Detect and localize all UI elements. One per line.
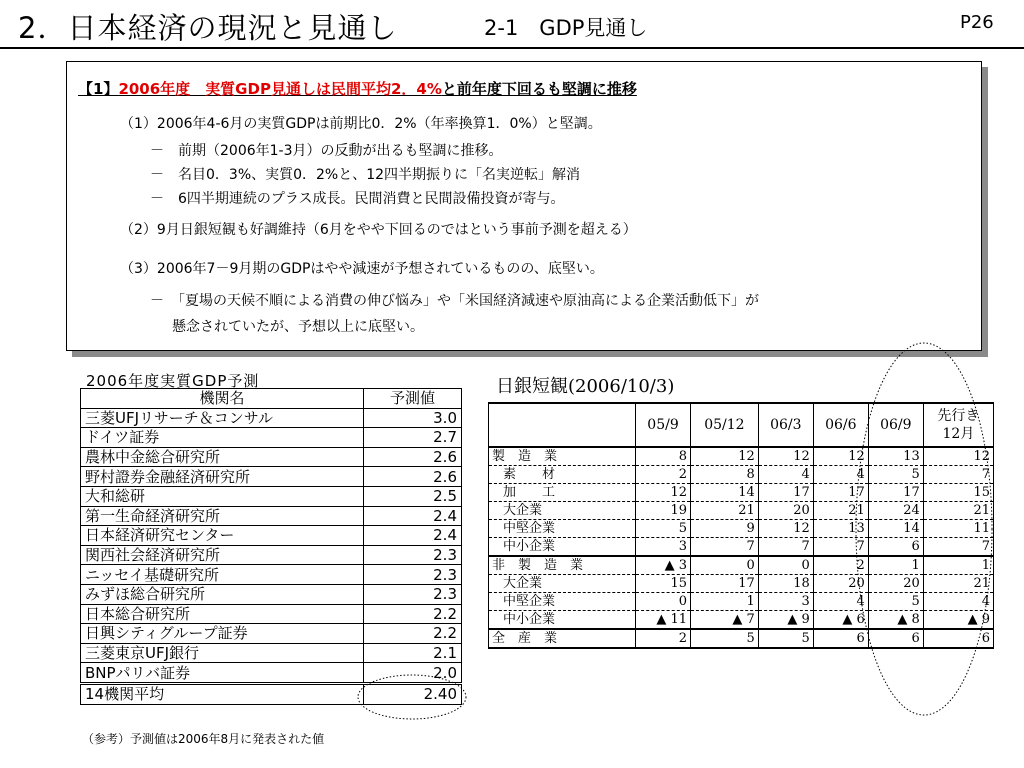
diffusion-index-value: 15 [636, 575, 691, 593]
title-divider [0, 47, 1024, 49]
diffusion-index-value: 7 [691, 538, 759, 557]
table-row [81, 584, 462, 604]
row-label: 加 工 [489, 484, 636, 502]
tankan-table [488, 402, 994, 649]
diffusion-index-value: ▲ 6 [813, 611, 868, 630]
table-row [81, 428, 462, 448]
diffusion-index-value: 20 [758, 502, 813, 520]
table-row [489, 466, 994, 484]
diffusion-index-value: 1 [923, 556, 993, 575]
forecast-value: 2.4 [364, 526, 462, 546]
summary-headline [78, 78, 637, 99]
column-header: 06/9 [868, 403, 923, 447]
diffusion-index-value: 6 [813, 629, 868, 648]
column-header: 06/3 [758, 403, 813, 447]
diffusion-index-value: 4 [758, 466, 813, 484]
diffusion-index-value: 17 [813, 484, 868, 502]
tankan-table-caption: 日銀短観(2006/10/3) [496, 376, 675, 397]
diffusion-index-value: ▲ 8 [868, 611, 923, 630]
diffusion-index-value: 5 [868, 466, 923, 484]
column-header: 05/9 [636, 403, 691, 447]
diffusion-index-value: 3 [636, 538, 691, 557]
table-row [489, 629, 994, 648]
diffusion-index-value: ▲ 7 [691, 611, 759, 630]
institution-name: 日本経済研究センター [81, 526, 364, 546]
diffusion-index-value: 17 [868, 484, 923, 502]
diffusion-index-value: 21 [691, 502, 759, 520]
diffusion-index-value: 7 [923, 538, 993, 557]
table-row [81, 604, 462, 624]
institution-name: 野村證券金融経済研究所 [81, 467, 364, 487]
institution-name: 日本総合研究所 [81, 604, 364, 624]
headline-prefix: 【1】 [78, 80, 119, 98]
diffusion-index-value: 12 [691, 447, 759, 466]
forecast-value: 2.2 [364, 604, 462, 624]
diffusion-index-value: ▲ 9 [923, 611, 993, 630]
forecast-value: 3.0 [364, 408, 462, 428]
diffusion-index-value: 13 [813, 520, 868, 538]
row-label: 大企業 [489, 502, 636, 520]
table-row [489, 484, 994, 502]
column-header: 06/6 [813, 403, 868, 447]
table-row [81, 663, 462, 684]
average-row [81, 683, 462, 704]
row-label: 中堅企業 [489, 593, 636, 611]
row-label: 素 材 [489, 466, 636, 484]
table-row [81, 526, 462, 546]
diffusion-index-value: 17 [691, 575, 759, 593]
diffusion-index-value: 7 [923, 466, 993, 484]
institution-name: 関西社会経済研究所 [81, 545, 364, 565]
summary-line: － 「夏場の天候不順による消費の伸び悩み」や「米国経済減速や原油高による企業活動低下」が [150, 293, 759, 309]
institution-name: 14機関平均 [81, 683, 364, 704]
diffusion-index-value: 11 [923, 520, 993, 538]
corner-cell [489, 403, 636, 447]
summary-line: － 名目0．3%、実質0．2%と、12四半期振りに「名実逆転」解消 [150, 167, 581, 183]
institution-name: 第一生命経済研究所 [81, 506, 364, 526]
institution-name: BNPパリバ証券 [81, 663, 364, 684]
diffusion-index-value: 14 [691, 484, 759, 502]
institution-name: みずほ総合研究所 [81, 584, 364, 604]
table-row [81, 447, 462, 467]
institution-name: 三菱UFJリサーチ＆コンサル [81, 408, 364, 428]
forecast-value: 2.7 [364, 428, 462, 448]
diffusion-index-value: 15 [923, 484, 993, 502]
table-row [81, 545, 462, 565]
diffusion-index-value: 24 [868, 502, 923, 520]
diffusion-index-value: 8 [691, 466, 759, 484]
institution-name: ドイツ証券 [81, 428, 364, 448]
row-label: 製 造 業 [489, 447, 636, 466]
row-label: 中堅企業 [489, 520, 636, 538]
outlook-month: 12月 [942, 426, 975, 442]
diffusion-index-value: 14 [868, 520, 923, 538]
forecast-value: 2.5 [364, 486, 462, 506]
forecast-value: 2.3 [364, 584, 462, 604]
diffusion-index-value: 7 [758, 538, 813, 557]
diffusion-index-value: 0 [636, 593, 691, 611]
summary-line: 懸念されていたが、予想以上に底堅い。 [172, 319, 424, 335]
forecast-value: 2.0 [364, 663, 462, 684]
diffusion-index-value: 13 [868, 447, 923, 466]
diffusion-index-value: 21 [813, 502, 868, 520]
outlook-label: 先行き [937, 408, 980, 424]
diffusion-index-value: 5 [758, 629, 813, 648]
column-header: 05/12 [691, 403, 759, 447]
summary-line: － 6四半期連続のプラス成長。民間消費と民間設備投資が寄与。 [150, 191, 565, 207]
footnote: （参考）予測値は2006年8月に発表された値 [82, 732, 325, 746]
row-label: 中小企業 [489, 611, 636, 630]
forecast-value: 2.3 [364, 545, 462, 565]
diffusion-index-value: 7 [813, 538, 868, 557]
diffusion-index-value: 20 [813, 575, 868, 593]
diffusion-index-value: 2 [636, 466, 691, 484]
diffusion-index-value: 6 [868, 538, 923, 557]
diffusion-index-value: 5 [636, 520, 691, 538]
table-row [489, 593, 994, 611]
forecast-value: 2.4 [364, 506, 462, 526]
diffusion-index-value: 5 [691, 629, 759, 648]
table-row [489, 611, 994, 630]
table-row [489, 520, 994, 538]
diffusion-index-value: 6 [923, 629, 993, 648]
diffusion-index-value: 18 [758, 575, 813, 593]
forecast-value: 2.2 [364, 624, 462, 644]
table-row [489, 538, 994, 557]
diffusion-index-value: 19 [636, 502, 691, 520]
diffusion-index-value: 17 [758, 484, 813, 502]
column-header-institution: 機関名 [81, 389, 364, 409]
diffusion-index-value: 12 [758, 447, 813, 466]
diffusion-index-value: 12 [923, 447, 993, 466]
page-number: P26 [960, 12, 994, 33]
diffusion-index-value: 3 [758, 593, 813, 611]
institution-name: 農林中金総合研究所 [81, 447, 364, 467]
diffusion-index-value: 20 [868, 575, 923, 593]
summary-line: （3）2006年7－9月期のGDPはやや減速が予想されているものの、底堅い。 [120, 261, 604, 277]
table-row [489, 502, 994, 520]
forecast-value: 2.6 [364, 467, 462, 487]
page-subtitle: 2-1 GDP見通し [484, 16, 648, 40]
row-label: 大企業 [489, 575, 636, 593]
table-row [489, 556, 994, 575]
diffusion-index-value: 4 [813, 466, 868, 484]
forecast-value: 2.3 [364, 565, 462, 585]
page-title: 2．日本経済の現況と見通し [18, 11, 398, 45]
diffusion-index-value: 21 [923, 575, 993, 593]
row-label: 全 産 業 [489, 629, 636, 648]
diffusion-index-value: 5 [868, 593, 923, 611]
forecast-value: 2.6 [364, 447, 462, 467]
table-row [81, 643, 462, 663]
diffusion-index-value: 1 [868, 556, 923, 575]
diffusion-index-value: 2 [813, 556, 868, 575]
diffusion-index-value: 6 [868, 629, 923, 648]
table-row [489, 447, 994, 466]
table-row [81, 624, 462, 644]
summary-line: （1）2006年4-6月の実質GDPは前期比0．2%（年率換算1．0%）と堅調。 [120, 116, 602, 132]
summary-line: － 前期（2006年1-3月）の反動が出るも堅調に推移。 [150, 143, 503, 159]
headline-highlight: 2006年度 実質GDP見通しは民間平均2．4% [118, 80, 442, 98]
forecast-table-caption: 2006年度実質GDP予測 [86, 372, 260, 390]
diffusion-index-value: ▲ 11 [636, 611, 691, 630]
diffusion-index-value: 4 [813, 593, 868, 611]
diffusion-index-value: 9 [691, 520, 759, 538]
headline-rest: と前年度下回るも堅調に推移 [441, 80, 637, 98]
summary-line: （2）9月日銀短観も好調維持（6月をやや下回るのではという事前予測を超える） [120, 222, 637, 238]
row-label: 中小企業 [489, 538, 636, 557]
diffusion-index-value: 0 [758, 556, 813, 575]
tankan-header-row [489, 403, 994, 447]
diffusion-index-value: 4 [923, 593, 993, 611]
institution-name: ニッセイ基礎研究所 [81, 565, 364, 585]
institution-name: 三菱東京UFJ銀行 [81, 643, 364, 663]
column-header-forecast: 予測値 [364, 389, 462, 409]
table-row [81, 467, 462, 487]
row-label: 非 製 造 業 [489, 556, 636, 575]
forecast-table [80, 388, 462, 705]
forecast-value: 2.1 [364, 643, 462, 663]
institution-name: 大和総研 [81, 486, 364, 506]
diffusion-index-value: ▲ 9 [758, 611, 813, 630]
forecast-value: 2.40 [364, 683, 462, 704]
diffusion-index-value: 12 [636, 484, 691, 502]
diffusion-index-value: 21 [923, 502, 993, 520]
institution-name: 日興シティグループ証券 [81, 624, 364, 644]
diffusion-index-value: 8 [636, 447, 691, 466]
forecast-header-row [81, 389, 462, 409]
diffusion-index-value: 12 [758, 520, 813, 538]
table-row [81, 565, 462, 585]
diffusion-index-value: 1 [691, 593, 759, 611]
diffusion-index-value: 12 [813, 447, 868, 466]
column-header-outlook [923, 403, 993, 447]
table-row [489, 575, 994, 593]
table-row [81, 408, 462, 428]
diffusion-index-value: ▲ 3 [636, 556, 691, 575]
diffusion-index-value: 2 [636, 629, 691, 648]
table-row [81, 506, 462, 526]
diffusion-index-value: 0 [691, 556, 759, 575]
table-row [81, 486, 462, 506]
